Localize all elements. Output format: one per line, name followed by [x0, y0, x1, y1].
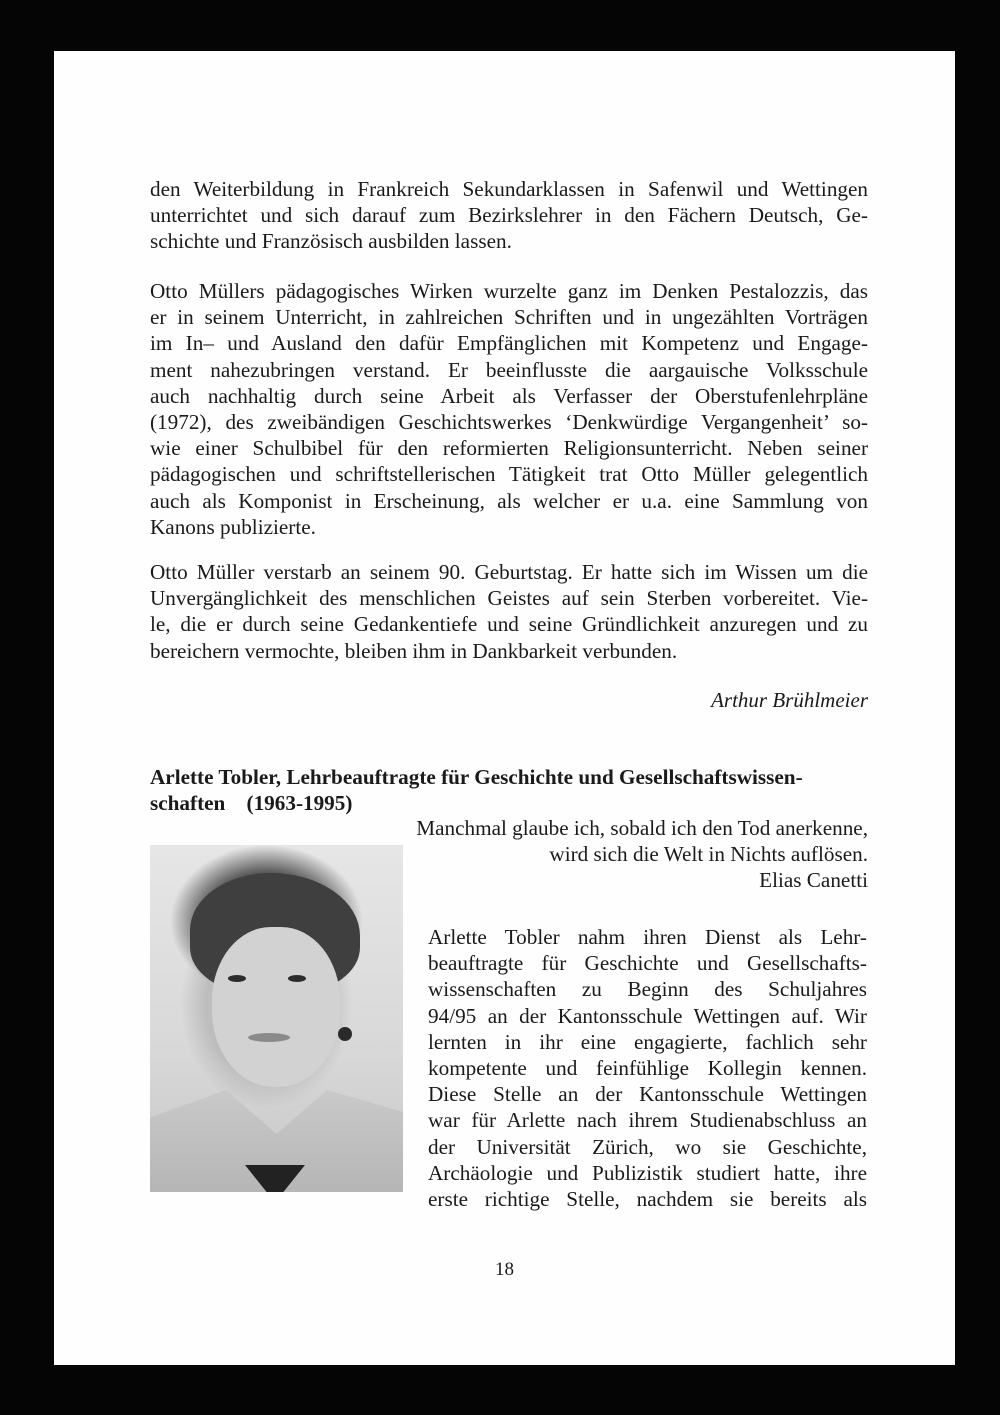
- quote-line: Manchmal glaube ich, sobald ich den Tod anerkenne,: [416, 816, 868, 840]
- text-line: den Weiterbildung in Frankreich Sekundarklassen in Safenwil und Wettingen: [150, 177, 868, 201]
- page-number: 18: [495, 1259, 514, 1280]
- text-line: Kanons publizierte.: [150, 514, 316, 539]
- text-line: im In– und Ausland den dafür Empfänglichen mit Kompetenz und Engage-: [150, 331, 868, 356]
- paragraph-mueller-death: [150, 559, 868, 664]
- author-signature: Arthur Brühlmeier: [711, 688, 868, 712]
- paragraph-mueller-education: [150, 176, 868, 255]
- portrait-photo: [150, 845, 403, 1192]
- heading-line: schaften (1963-1995): [150, 791, 353, 816]
- photo-mouth: [248, 1033, 290, 1042]
- text-line: wissenschaften zu Beginn des Schuljahres: [428, 977, 867, 1002]
- text-line: Diese Stelle an der Kantonsschule Wettingen: [428, 1082, 867, 1107]
- paragraph-mueller-pedagogy: [150, 278, 868, 540]
- paragraph-tobler: [428, 924, 867, 1212]
- heading-line: Arlette Tobler, Lehrbeauftragte für Geschichte und Gesellschaftswissen-: [150, 765, 803, 789]
- text-line: kompetente und feinfühlige Kollegin kennen.: [428, 1055, 867, 1080]
- quote-author: Elias Canetti: [759, 868, 868, 893]
- text-line: 94/95 an der Kantonsschule Wettingen auf. Wir: [428, 1003, 867, 1028]
- photo-eye: [228, 975, 246, 982]
- quote-line: wird sich die Welt in Nichts auflösen.: [549, 842, 868, 867]
- text-line: schichte und Französisch ausbilden lassen.: [150, 229, 512, 254]
- text-line: lernten in ihr eine engagierte, fachlich sehr: [428, 1029, 867, 1054]
- text-line: Unvergänglichkeit des menschlichen Geistes auf sein Sterben vorbereitet. Vie-: [150, 586, 868, 611]
- text-line: war für Arlette nach ihrem Studienabschluss an: [428, 1108, 867, 1133]
- text-line: le, die er durch seine Gedankentiefe und seine Gründlichkeit anzuregen und zu: [150, 612, 868, 637]
- text-line: bereichern vermochte, bleiben ihm in Dankbarkeit verbunden.: [150, 638, 678, 663]
- text-line: Otto Müller verstarb an seinem 90. Geburtstag. Er hatte sich im Wissen um die: [150, 560, 868, 584]
- photo-eye: [288, 975, 306, 982]
- text-line: ment nahezubringen verstand. Er beeinflusste die aargauische Volksschule: [150, 357, 868, 382]
- photo-face: [212, 927, 340, 1087]
- section-heading-tobler: [150, 764, 870, 816]
- text-line: Arlette Tobler nahm ihren Dienst als Lehr-: [428, 925, 867, 949]
- text-line: pädagogischen und schriftstellerischen Tätigkeit trat Otto Müller gelegentlich: [150, 462, 868, 487]
- text-line: Archäologie und Publizistik studiert hatte, ihre: [428, 1160, 867, 1185]
- document-page: [54, 51, 955, 1365]
- photo-earring: [338, 1027, 352, 1041]
- epigraph-quote: [354, 815, 868, 894]
- text-line: beauftragte für Geschichte und Gesellschafts-: [428, 951, 867, 976]
- text-line: Otto Müllers pädagogisches Wirken wurzelte ganz im Denken Pestalozzis, das: [150, 279, 868, 303]
- text-line: auch nachhaltig durch seine Arbeit als Verfasser der Oberstufenlehrpläne: [150, 383, 868, 408]
- text-line: (1972), des zweibändigen Geschichtswerkes ‘Denkwürdige Vergangenheit’ so-: [150, 409, 868, 434]
- text-line: auch als Komponist in Erscheinung, als welcher er u.a. eine Sammlung von: [150, 488, 868, 513]
- text-line: er in seinem Unterricht, in zahlreichen Schriften und in ungezählten Vorträgen: [150, 305, 868, 330]
- text-line: unterrichtet und sich darauf zum Bezirkslehrer in den Fächern Deutsch, Ge-: [150, 203, 868, 228]
- text-line: erste richtige Stelle, nachdem sie bereits als: [428, 1186, 867, 1211]
- text-line: wie einer Schulbibel für den reformierten Religionsunterricht. Neben seiner: [150, 436, 868, 461]
- text-line: der Universität Zürich, wo sie Geschichte,: [428, 1134, 867, 1159]
